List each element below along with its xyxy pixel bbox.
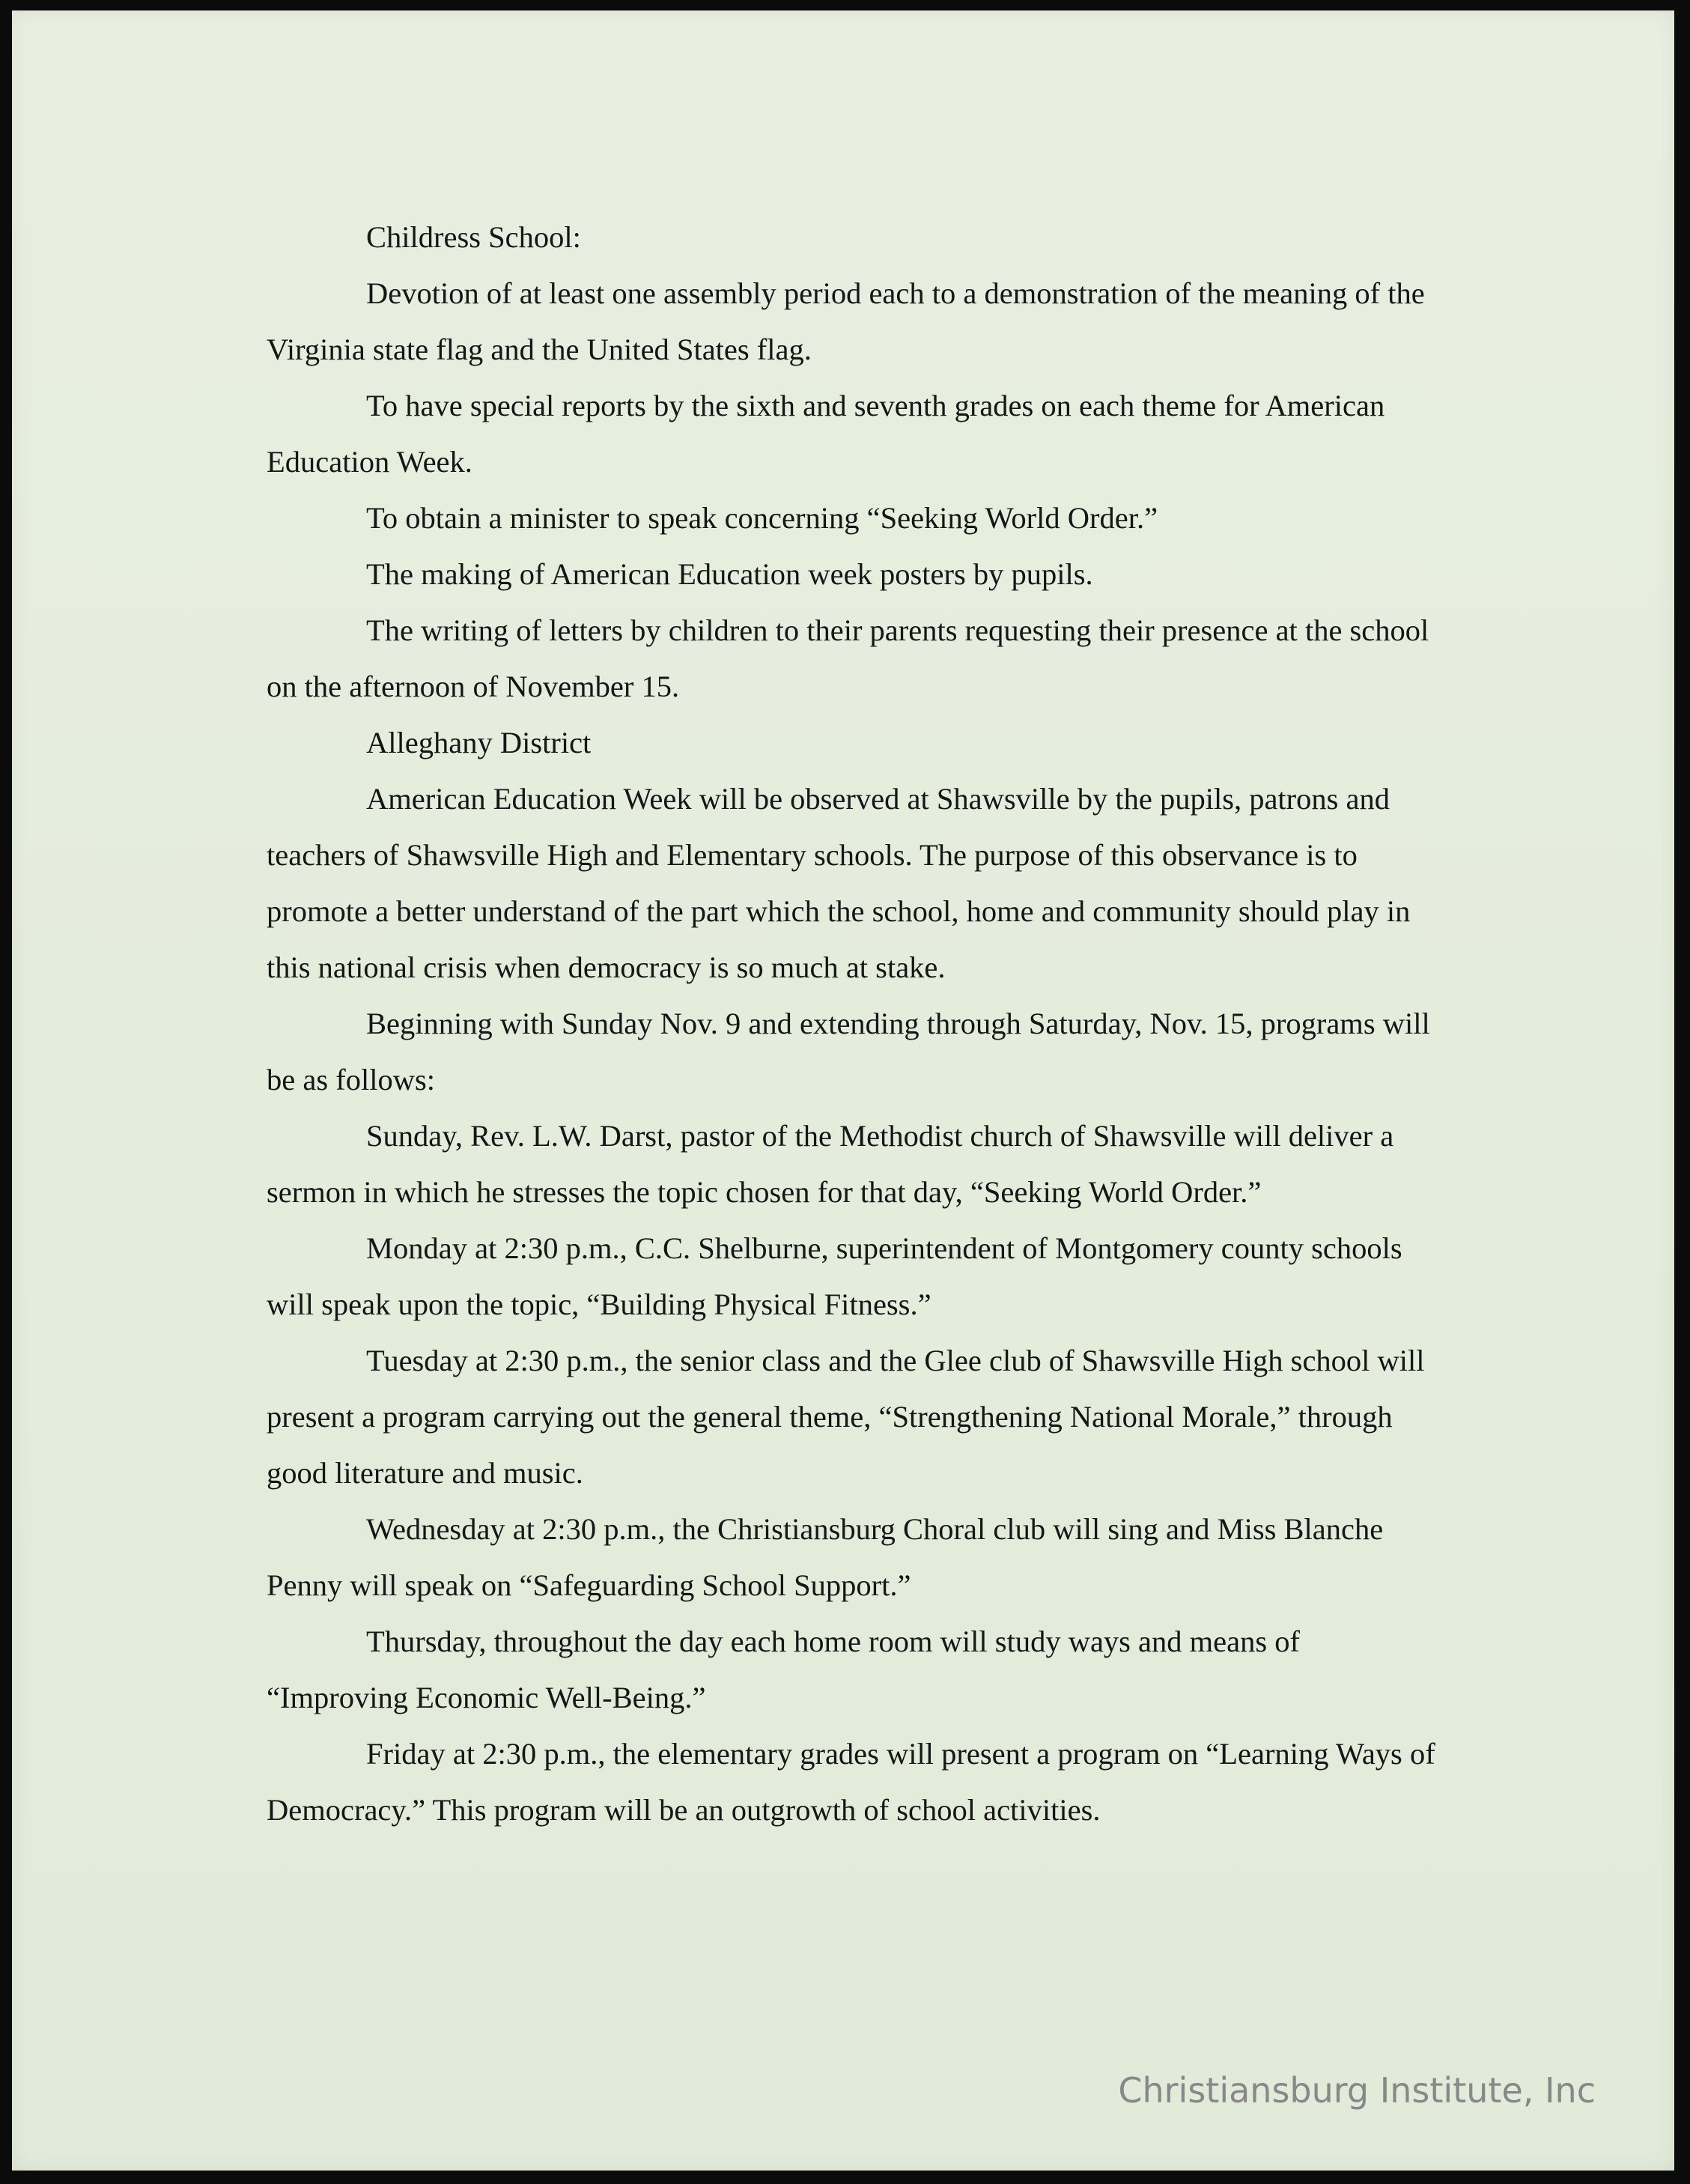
section-heading-alleghany: Alleghany District — [366, 726, 592, 759]
watermark-text: Christiansburg Institute, Inc — [1118, 2070, 1596, 2111]
paragraph-thursday: Thursday, throughout the day each home room will study ways and means of “Improving Economic Well-Being.” — [267, 1625, 1300, 1714]
paragraph-sunday: Sunday, Rev. L.W. Darst, pastor of the Methodist church of Shawsville will deliver a sermon in which he stresses the topic chosen for that day, “Seeking World Order.” — [267, 1119, 1394, 1209]
paragraph: To obtain a minister to speak concerning “Seeking World Order.” — [366, 501, 1158, 535]
paragraph: To have special reports by the sixth and seventh grades on each theme for American Education Week. — [267, 389, 1385, 479]
paragraph: Beginning with Sunday Nov. 9 and extending through Saturday, Nov. 15, programs will be as follows: — [267, 1007, 1430, 1096]
paragraph: American Education Week will be observed at Shawsville by the pupils, patrons and teachers of Shawsville High and Elementary schools. The purpose of this observance is to promote a better understand of the part which the school, home and community should play in this national crisis when democracy is so much at stake. — [267, 782, 1411, 984]
section-heading-childress: Childress School: — [366, 220, 581, 254]
paragraph: Devotion of at least one assembly period each to a demonstration of the meaning of the Virginia state flag and the United States flag. — [267, 276, 1425, 366]
document-body — [267, 209, 1442, 1838]
paragraph-friday: Friday at 2:30 p.m., the elementary grades will present a program on “Learning Ways of Democracy.” This program will be an outgrowth of school activities. — [267, 1737, 1435, 1827]
paragraph: The making of American Education week posters by pupils. — [366, 557, 1093, 591]
paragraph: The writing of letters by children to their parents requesting their presence at the school on the afternoon of November 15. — [267, 613, 1429, 703]
paragraph-monday: Monday at 2:30 p.m., C.C. Shelburne, superintendent of Montgomery county schools will speak upon the topic, “Building Physical Fitness.” — [267, 1231, 1402, 1321]
paragraph-wednesday: Wednesday at 2:30 p.m., the Christiansburg Choral club will sing and Miss Blanche Penny will speak on “Safeguarding School Support.” — [267, 1512, 1384, 1602]
document-page — [12, 10, 1674, 2171]
paragraph-tuesday: Tuesday at 2:30 p.m., the senior class and the Glee club of Shawsville High school will present a program carrying out the general theme, “Strengthening National Morale,” through good literature and music. — [267, 1344, 1425, 1490]
